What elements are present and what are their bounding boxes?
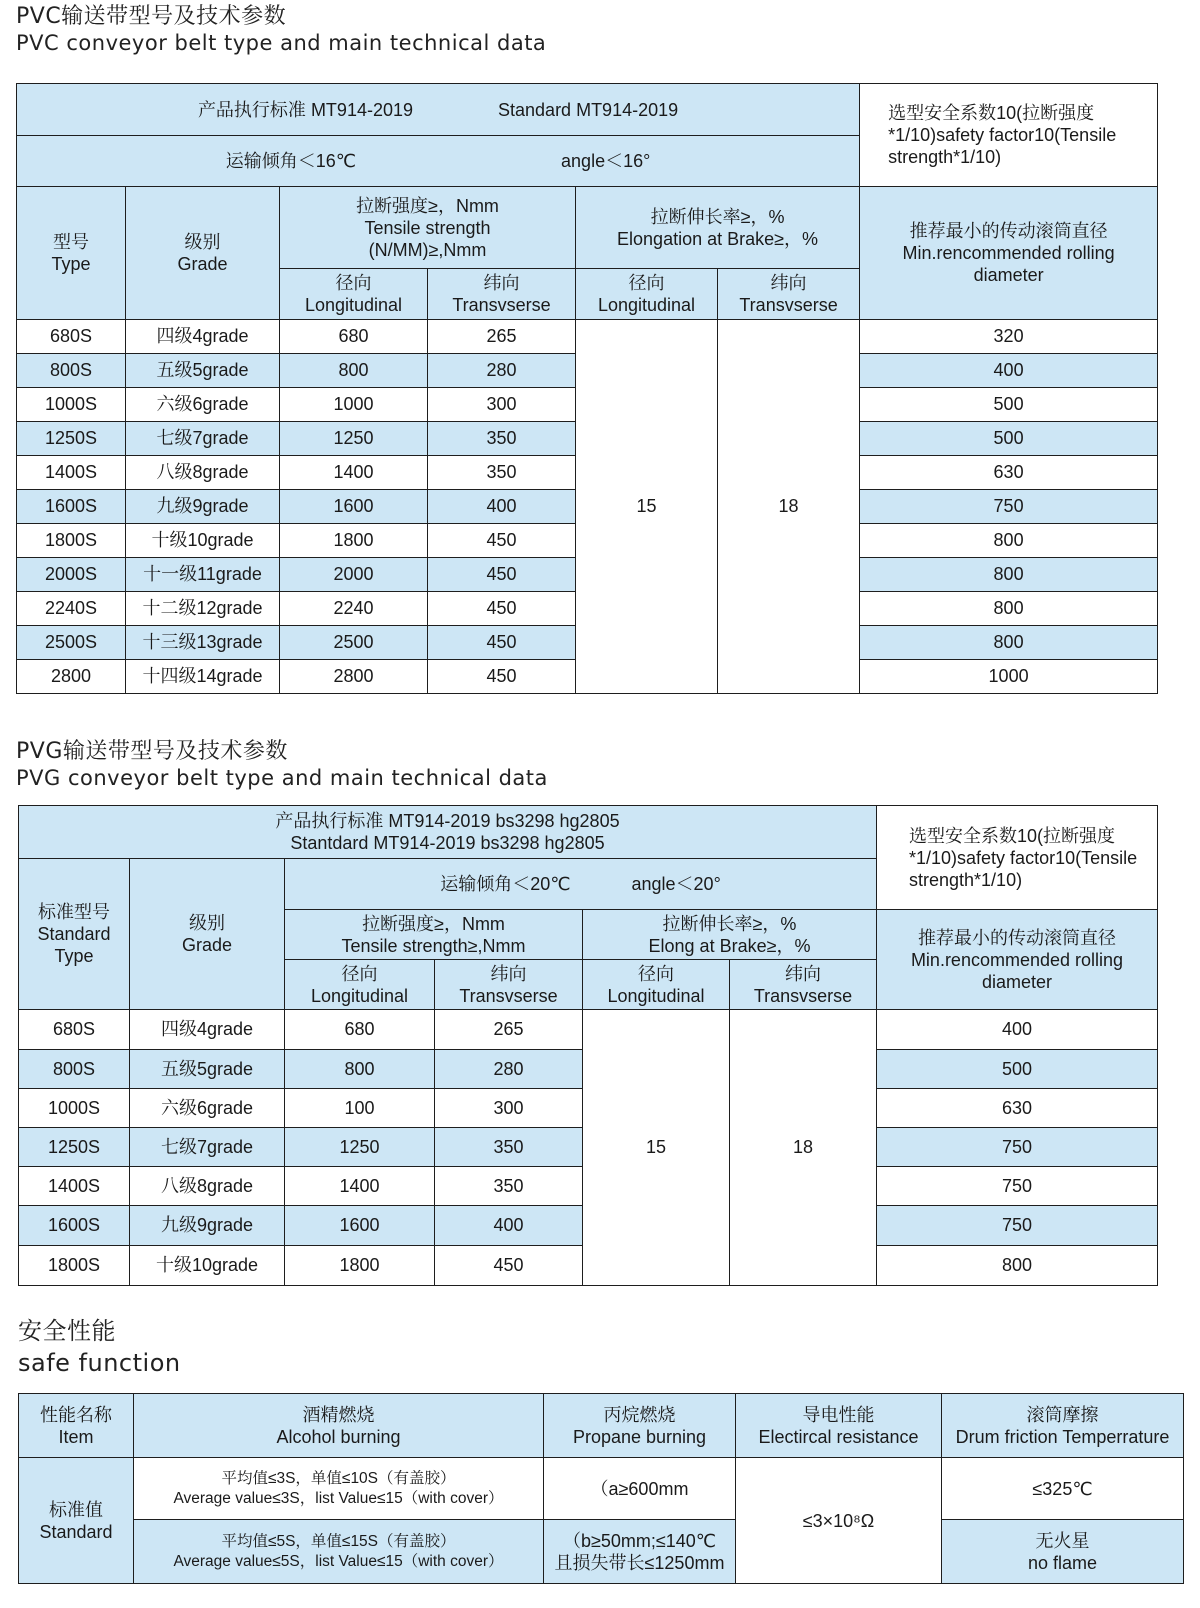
pvc-tt-zh: 纬向: [483, 273, 520, 293]
table-row: [19, 1010, 1158, 1050]
type-cell: 1600S: [19, 1206, 130, 1246]
roll-cell: 800: [860, 524, 1158, 558]
safe-elec-value: ≤3×10⁸Ω: [736, 1458, 942, 1584]
safe-drum-v2-en: no flame: [1027, 1552, 1098, 1573]
pvg-col-tensile-long: [285, 960, 435, 1010]
pvg-elong-long-value: 15: [583, 1010, 730, 1286]
pvc-heading: [16, 4, 546, 56]
grade-cell: 十四级14grade: [126, 660, 280, 694]
roll-cell: 630: [877, 1089, 1158, 1128]
safe-col-elec: [736, 1394, 942, 1458]
tensile-trans-cell: 265: [435, 1010, 583, 1050]
tensile-long-cell: 1400: [280, 456, 428, 490]
pvg-roll-en: Min.rencommended rolling diameter: [910, 949, 1124, 992]
pvc-elong-long-value: 15: [576, 320, 718, 694]
roll-cell: 1000: [860, 660, 1158, 694]
pvg-elong-trans-value: 18: [730, 1010, 877, 1286]
tensile-trans-cell: 450: [428, 660, 576, 694]
pvc-table: [16, 83, 1158, 694]
roll-cell: 750: [877, 1128, 1158, 1167]
tensile-long-cell: 800: [285, 1050, 435, 1089]
pvg-et-zh: 纬向: [785, 963, 821, 984]
pvg-col-type-en1: Standard: [37, 924, 111, 944]
tensile-long-cell: 1250: [280, 422, 428, 456]
pvc-et-zh: 纬向: [770, 273, 807, 293]
grade-cell: 五级5grade: [126, 354, 280, 388]
grade-cell: 七级7grade: [126, 422, 280, 456]
pvg-et-en: Transvserse: [753, 985, 853, 1006]
roll-cell: 630: [860, 456, 1158, 490]
pvg-tensile-en: Tensile strength≥,Nmm: [341, 935, 526, 956]
tensile-trans-cell: 300: [428, 388, 576, 422]
pvc-col-elong-long: [576, 269, 718, 320]
pvc-standard-cell: [17, 84, 860, 136]
tensile-trans-cell: 400: [428, 490, 576, 524]
type-cell: 2240S: [17, 592, 126, 626]
tensile-trans-cell: 280: [435, 1050, 583, 1089]
roll-cell: 500: [860, 388, 1158, 422]
type-cell: 2800: [17, 660, 126, 694]
table-row: [17, 320, 1158, 354]
pvc-col-type-en: Type: [51, 254, 91, 274]
pvg-roll-zh: 推荐最小的传动滚筒直径: [918, 927, 1116, 948]
roll-cell: 750: [860, 490, 1158, 524]
pvc-et-en: Transvserse: [739, 295, 838, 315]
pvc-tensile-zh: 拉断强度≥，Nmm: [356, 195, 499, 216]
tensile-long-cell: 680: [285, 1010, 435, 1050]
pvg-body: [19, 1010, 1158, 1286]
pvc-el-en: Longitudinal: [597, 295, 696, 315]
tensile-trans-cell: 450: [435, 1246, 583, 1286]
type-cell: 680S: [19, 1010, 130, 1050]
pvg-heading: [16, 739, 548, 791]
roll-cell: 800: [860, 558, 1158, 592]
safe-alcohol-value-1: [134, 1458, 544, 1520]
pvg-col-elong-long: [583, 960, 730, 1010]
pvg-heading-en: PVG conveyor belt type and main technical data: [16, 766, 548, 790]
pvg-col-tensile: [285, 910, 583, 960]
tensile-trans-cell: 300: [435, 1089, 583, 1128]
safe-heading-zh: 安全性能: [18, 1317, 116, 1345]
pvg-col-type: [19, 859, 130, 1010]
grade-cell: 九级9grade: [130, 1206, 285, 1246]
roll-cell: 400: [877, 1010, 1158, 1050]
type-cell: 1250S: [17, 422, 126, 456]
type-cell: 800S: [17, 354, 126, 388]
grade-cell: 十级10grade: [126, 524, 280, 558]
tensile-long-cell: 100: [285, 1089, 435, 1128]
tensile-trans-cell: 350: [435, 1167, 583, 1206]
safe-propane-value-1: （a≥600mm: [544, 1458, 736, 1520]
grade-cell: 四级4grade: [126, 320, 280, 354]
tensile-long-cell: 800: [280, 354, 428, 388]
tensile-trans-cell: 350: [435, 1128, 583, 1167]
safe-alcohol-en: Alcohol burning: [276, 1426, 401, 1447]
safe-drum-zh: 滚筒摩擦: [1026, 1404, 1099, 1425]
pvg-angle-cell: [285, 859, 877, 910]
pvg-col-grade-en: Grade: [181, 935, 233, 955]
pvc-tensile-en1: Tensile strength: [364, 217, 491, 238]
roll-cell: 750: [877, 1167, 1158, 1206]
pvg-angle-zh: 运输倾角＜20℃: [440, 874, 571, 894]
pvg-safety-factor: 选型安全系数10(拉断强度*1/10)safety factor10(Tensile strength*1/10): [877, 806, 1158, 910]
tensile-long-cell: 1800: [280, 524, 428, 558]
pvg-angle-en: angle＜20°: [631, 874, 721, 894]
pvg-col-type-en2: Type: [54, 946, 94, 966]
pvc-col-elong-trans: [718, 269, 860, 320]
safe-drum-value-2: [942, 1520, 1184, 1584]
safe-propane-zh: 丙烷燃烧: [603, 1404, 676, 1425]
grade-cell: 五级5grade: [130, 1050, 285, 1089]
pvc-elong-trans-value: 18: [718, 320, 860, 694]
pvg-standard-en: Stantdard MT914-2019 bs3298 hg2805: [290, 833, 605, 853]
roll-cell: 500: [877, 1050, 1158, 1089]
tensile-long-cell: 2240: [280, 592, 428, 626]
type-cell: 2000S: [17, 558, 126, 592]
pvc-safety-factor: 选型安全系数10(拉断强度*1/10)safety factor10(Tensile strength*1/10): [860, 84, 1158, 187]
safe-heading-en: safe function: [18, 1349, 181, 1377]
pvc-standard-en: Standard MT914-2019: [498, 99, 679, 120]
pvg-col-elong: [583, 910, 877, 960]
pvc-tt-en: Transvserse: [452, 295, 551, 315]
tensile-trans-cell: 450: [428, 592, 576, 626]
pvg-col-grade: [130, 859, 285, 1010]
safe-standard-zh: 标准值: [49, 1499, 103, 1520]
roll-cell: 800: [860, 592, 1158, 626]
safe-propane-value-2: [544, 1520, 736, 1584]
grade-cell: 四级4grade: [130, 1010, 285, 1050]
grade-cell: 八级8grade: [130, 1167, 285, 1206]
pvg-col-roll: [877, 910, 1158, 1010]
pvc-col-grade-zh: 级别: [184, 232, 221, 252]
safe-propane-v2-1: （b≥50mm;≤140℃: [562, 1530, 717, 1551]
pvc-heading-en: PVC conveyor belt type and main technical data: [16, 31, 547, 55]
roll-cell: 800: [860, 626, 1158, 660]
roll-cell: 400: [860, 354, 1158, 388]
type-cell: 1000S: [17, 388, 126, 422]
pvg-el-en: Longitudinal: [607, 985, 705, 1006]
pvc-col-tensile: [280, 187, 576, 269]
safe-item-en: Item: [58, 1426, 94, 1447]
tensile-long-cell: 1000: [280, 388, 428, 422]
table-row: [19, 1458, 1184, 1520]
grade-cell: 九级9grade: [126, 490, 280, 524]
pvc-angle-cell: [17, 136, 860, 187]
type-cell: 1600S: [17, 490, 126, 524]
type-cell: 1250S: [19, 1128, 130, 1167]
pvc-angle-zh: 运输倾角＜16℃: [225, 151, 357, 171]
pvc-tl-zh: 径向: [335, 273, 372, 293]
tensile-long-cell: 680: [280, 320, 428, 354]
pvg-tensile-zh: 拉断强度≥，Nmm: [362, 913, 505, 934]
pvc-roll-en: Min.rencommended rolling diameter: [902, 243, 1115, 285]
tensile-trans-cell: 400: [435, 1206, 583, 1246]
grade-cell: 十二级12grade: [126, 592, 280, 626]
safe-standard-en: Standard: [39, 1521, 113, 1542]
pvc-tensile-en2: (N/MM)≥,Nmm: [368, 239, 487, 260]
table-row: [19, 1520, 1184, 1584]
type-cell: 1400S: [17, 456, 126, 490]
safe-drum-value-1: ≤325℃: [942, 1458, 1184, 1520]
pvc-el-zh: 径向: [628, 273, 665, 293]
safe-propane-en: Propane burning: [572, 1426, 707, 1447]
pvc-heading-zh: PVC输送带型号及技术参数: [16, 4, 287, 29]
pvg-tt-zh: 纬向: [490, 963, 527, 984]
tensile-long-cell: 1250: [285, 1128, 435, 1167]
grade-cell: 十三级13grade: [126, 626, 280, 660]
safe-alcohol-value-2: [134, 1520, 544, 1584]
pvc-col-elong: [576, 187, 860, 269]
type-cell: 2500S: [17, 626, 126, 660]
pvg-el-zh: 径向: [638, 963, 674, 984]
grade-cell: 八级8grade: [126, 456, 280, 490]
grade-cell: 十一级11grade: [126, 558, 280, 592]
pvg-elong-zh: 拉断伸长率≥，%: [662, 913, 797, 934]
pvg-standard-zh: 产品执行标准 MT914-2019 bs3298 hg2805: [275, 811, 620, 831]
pvc-col-roll: [860, 187, 1158, 320]
pvg-col-tensile-trans: [435, 960, 583, 1010]
safe-drum-v2-zh: 无火星: [1035, 1530, 1090, 1551]
safe-col-item: [19, 1394, 134, 1458]
tensile-trans-cell: 450: [428, 626, 576, 660]
pvc-elong-en: Elongation at Brake≥，%: [617, 228, 819, 249]
tensile-trans-cell: 350: [428, 422, 576, 456]
tensile-trans-cell: 350: [428, 456, 576, 490]
pvg-elong-en: Elong at Brake≥，%: [648, 935, 811, 956]
pvc-body: [17, 320, 1158, 694]
safe-table: [18, 1393, 1184, 1584]
tensile-long-cell: 2000: [280, 558, 428, 592]
safe-standard-label: [19, 1458, 134, 1584]
pvc-roll-zh: 推荐最小的传动滚筒直径: [909, 221, 1108, 241]
type-cell: 680S: [17, 320, 126, 354]
pvg-col-grade-zh: 级别: [189, 913, 225, 933]
safe-alcohol-v2-zh: 平均值≤5S，单值≤15S（有盖胶）: [221, 1532, 456, 1550]
tensile-long-cell: 2500: [280, 626, 428, 660]
pvc-standard-zh: 产品执行标准 MT914-2019: [197, 99, 413, 120]
tensile-long-cell: 2800: [280, 660, 428, 694]
grade-cell: 七级7grade: [130, 1128, 285, 1167]
safe-alcohol-v1-en: Average value≤3S，list Value≤15（with cover）: [173, 1489, 504, 1507]
tensile-trans-cell: 280: [428, 354, 576, 388]
safe-col-alcohol: [134, 1394, 544, 1458]
safe-item-zh: 性能名称: [40, 1404, 112, 1425]
pvc-col-tensile-long: [280, 269, 428, 320]
safe-alcohol-zh: 酒精燃烧: [302, 1404, 375, 1425]
tensile-long-cell: 1400: [285, 1167, 435, 1206]
grade-cell: 六级6grade: [126, 388, 280, 422]
type-cell: 1400S: [19, 1167, 130, 1206]
safe-elec-zh: 导电性能: [802, 1404, 875, 1425]
pvc-elong-zh: 拉断伸长率≥，%: [650, 206, 785, 227]
safe-propane-v2-2: 且损失带长≤1250mm: [554, 1552, 725, 1573]
pvc-col-grade: [126, 187, 280, 320]
tensile-trans-cell: 450: [428, 524, 576, 558]
pvc-angle-en: angle＜16°: [561, 151, 651, 171]
pvg-table: [18, 805, 1158, 1286]
pvg-col-type-zh: 标准型号: [38, 902, 110, 922]
pvg-tl-en: Longitudinal: [310, 985, 409, 1006]
pvc-col-tensile-trans: [428, 269, 576, 320]
tensile-trans-cell: 450: [428, 558, 576, 592]
pvc-tl-en: Longitudinal: [304, 295, 403, 315]
safe-drum-en: Drum friction Temperrature: [955, 1426, 1170, 1447]
safe-col-drum: [942, 1394, 1184, 1458]
pvc-col-type: [17, 187, 126, 320]
type-cell: 1800S: [17, 524, 126, 558]
type-cell: 1800S: [19, 1246, 130, 1286]
safe-alcohol-v1-zh: 平均值≤3S，单值≤10S（有盖胶）: [221, 1469, 456, 1487]
pvc-col-grade-en: Grade: [177, 254, 228, 274]
roll-cell: 320: [860, 320, 1158, 354]
type-cell: 800S: [19, 1050, 130, 1089]
tensile-long-cell: 1600: [280, 490, 428, 524]
roll-cell: 750: [877, 1206, 1158, 1246]
roll-cell: 800: [877, 1246, 1158, 1286]
safe-alcohol-v2-en: Average value≤5S，list Value≤15（with cover）: [173, 1552, 504, 1570]
roll-cell: 500: [860, 422, 1158, 456]
pvc-col-type-zh: 型号: [53, 232, 89, 252]
type-cell: 1000S: [19, 1089, 130, 1128]
pvg-standard-cell: [19, 806, 877, 859]
safe-col-propane: [544, 1394, 736, 1458]
pvg-col-elong-trans: [730, 960, 877, 1010]
safe-elec-en: Electircal resistance: [758, 1426, 919, 1447]
pvg-heading-zh: PVG输送带型号及技术参数: [16, 739, 288, 764]
pvg-tt-en: Transvserse: [459, 985, 558, 1006]
tensile-trans-cell: 265: [428, 320, 576, 354]
grade-cell: 十级10grade: [130, 1246, 285, 1286]
pvg-tl-zh: 径向: [341, 963, 378, 984]
grade-cell: 六级6grade: [130, 1089, 285, 1128]
tensile-long-cell: 1800: [285, 1246, 435, 1286]
safe-heading: [18, 1316, 181, 1378]
tensile-long-cell: 1600: [285, 1206, 435, 1246]
